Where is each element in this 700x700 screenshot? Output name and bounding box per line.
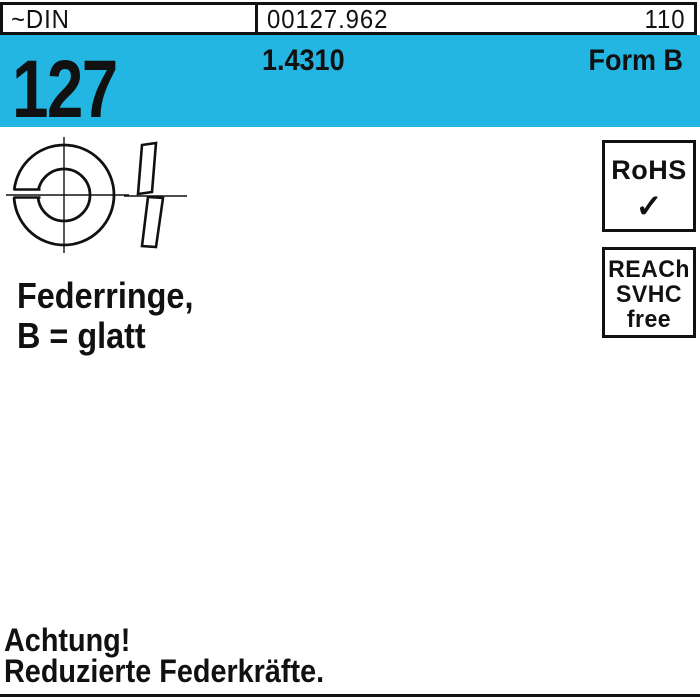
reach-line-2: SVHC: [616, 281, 682, 308]
rohs-label: RoHS: [611, 155, 687, 185]
warning-line-2: Reduzierte Federkräfte.: [4, 653, 325, 689]
article-number: 00127.962: [267, 3, 389, 34]
page-number: 110: [644, 3, 685, 34]
bottom-rule: [0, 694, 700, 697]
reach-line-3: free: [626, 306, 672, 333]
header-article-cell: [258, 5, 694, 32]
form-label: Form B: [588, 44, 683, 77]
split-gap: [12, 190, 42, 197]
spring-washer-drawing: [0, 130, 200, 260]
product-title-line-1: Federringe,: [17, 275, 194, 316]
rohs-badge: [602, 140, 696, 232]
din-number: 127: [12, 44, 117, 135]
standard-label: ~DIN: [11, 3, 70, 34]
checkmark-icon: ✓: [635, 188, 663, 224]
header-standard-cell: [3, 5, 258, 32]
material-grade: 1.4310: [262, 44, 345, 77]
side-view-lower-coil: [142, 197, 163, 247]
title-bar: [0, 35, 700, 135]
side-view-upper-coil: [138, 143, 156, 194]
product-title-line-2: B = glatt: [17, 315, 146, 356]
warning-text: [4, 622, 325, 689]
reach-badge: [602, 247, 696, 338]
header-bar: [0, 2, 697, 35]
warning-line-1: Achtung!: [4, 622, 131, 658]
reach-line-1: REACh: [608, 256, 690, 283]
product-title: [17, 276, 193, 356]
